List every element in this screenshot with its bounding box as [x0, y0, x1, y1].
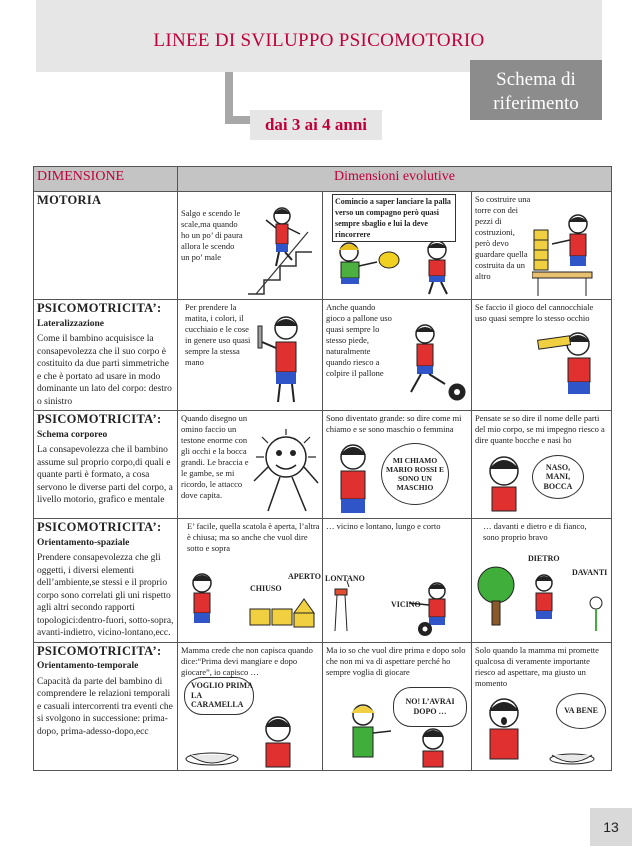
evolution-cell — [178, 300, 323, 411]
evolution-cell — [178, 192, 323, 300]
table-header-row — [34, 167, 612, 192]
cell-text: … vicino e lontano, lungo e corto — [326, 521, 441, 531]
child-drawing-illustration — [252, 427, 322, 515]
label-lontano: LONTANO — [325, 574, 365, 583]
cell-text: Mamma crede che non capisca quando dice:“Prima devi mangiare e dopo giocare”, io capisco … — [181, 644, 313, 677]
cell-text: Ma io so che vuol dire prima e dopo solo che non mi va di aspettare perché ho sempre voglia di giocare — [326, 644, 466, 677]
evolution-cell — [323, 411, 472, 519]
child-bowl-illustration — [182, 715, 322, 771]
child-face-illustration — [476, 453, 532, 517]
label-chiuso: CHIUSO — [250, 584, 282, 593]
cell-text: Quando disegno un omino faccio un testone enorme con gli occhi e la bocca grandi. Le braccia e le gambe, se mi ricordo, le attacco dove capita. — [181, 413, 249, 500]
dimension-subtitle: Orientamento-spaziale — [37, 537, 130, 548]
speech-bubble: NASO, MANI, BOCCA — [532, 455, 584, 499]
age-subtitle: dai 3 ai 4 anni — [250, 110, 382, 140]
evolution-cell — [472, 411, 612, 519]
dimension-title: PSICOMOTRICITA’: — [37, 301, 162, 315]
child-talking-illustration — [325, 441, 381, 517]
cell-text: So costruire una torre con dei pezzi di costruzioni, però devo guardare quella costruita da un altro — [475, 194, 531, 281]
dimension-description: Capacità da parte del bambino di comprendere le relazioni temporali e casuali intercorrenti tra eventi che si svolgono in successione: prima-dopo, prima-adesso-dopo,ecc — [37, 676, 173, 737]
evolution-cell — [323, 300, 472, 411]
dimension-description: Prendere consapevolezza che gli oggetti, i diversi elementi dell’ambiente,se stessi e il proprio corpo sono correlati gli uni rispetto agli altri secondo rapporti topologici:dentro-fuori, sotto-sopra, avanti-indietro, vicino-lontano,ecc. — [37, 553, 174, 638]
speech-bubble: MI CHIAMO MARIO ROSSI E SONO UN MASCHIO — [381, 443, 449, 505]
table-row — [34, 519, 612, 643]
col-evolutive: Dimensioni evolutive — [178, 167, 612, 192]
label-aperto: APERTO — [288, 572, 321, 581]
table-row — [34, 300, 612, 411]
child-telescope-illustration — [534, 326, 610, 406]
cell-text: Anche quando gioco a pallone uso quasi sempre lo stesso piede, naturalmente quando riesco a colpire il pallone — [326, 302, 392, 378]
schema-box: Schema di riferimento — [470, 60, 602, 120]
evolution-cell — [472, 300, 612, 411]
child-pencil-illustration — [250, 312, 320, 406]
child-tower-illustration — [532, 210, 610, 298]
dimension-cell — [34, 642, 178, 770]
cell-text: Se faccio il gioco del cannocchiale uso quasi sempre lo stesso occhio — [475, 302, 594, 323]
evolution-cell — [178, 411, 323, 519]
evolution-cell — [472, 519, 612, 643]
evolution-cell — [178, 519, 323, 643]
cell-text: … davanti e dietro e di fianco, sono proprio bravo — [483, 521, 587, 542]
label-vicino: VICINO — [391, 600, 421, 609]
cell-text: Comincio a saper lanciare la palla verso un compagno però quasi sempre sbaglio e lui la deve rincorrere — [332, 194, 456, 242]
evolution-cell — [178, 642, 323, 770]
speech-bubble: VA BENE — [556, 693, 606, 729]
dimension-description: La consapevolezza che il bambino assume sul proprio corpo,di quali e quante parti è formato, a cosa servono le diverse parti del corpo, a livello motorio, grafico e mentale — [37, 445, 173, 505]
dimension-cell — [34, 192, 178, 300]
dimension-title: MOTORIA — [37, 193, 102, 207]
dimension-description: Come il bambino acquisisce la consapevolezza che il suo corpo è costituito da due parti simmetriche e che è portato ad usare in modo dominante un lato del corpo: destro o sinistro — [37, 334, 172, 407]
dimension-title: PSICOMOTRICITA’: — [37, 520, 162, 534]
label-dietro: DIETRO — [528, 554, 560, 563]
cell-text: Solo quando la mamma mi promette qualcosa di veramente importante riesco ad aspettare, ma giusto un momento — [475, 644, 599, 688]
page-title: LINEE DI SVILUPPO PSICOMOTORIO — [153, 30, 485, 51]
speech-bubble: NO! L’AVRAI DOPO … — [393, 687, 467, 727]
speech-bubble: VOGLIO PRIMA LA CARAMELLA — [184, 677, 254, 715]
label-davanti: DAVANTI — [572, 568, 608, 577]
table-row — [34, 411, 612, 519]
child-kick-illustration — [395, 322, 469, 406]
children-ball-illustration — [327, 238, 467, 298]
evolution-cell — [472, 642, 612, 770]
child-stairs-illustration — [246, 202, 322, 297]
dimension-subtitle: Schema corporeo — [37, 429, 108, 440]
dimension-cell — [34, 300, 178, 411]
page-number: 13 — [590, 808, 632, 846]
dimension-cell — [34, 519, 178, 643]
cell-text: E’ facile, quella scatola è aperta, l’altra è chiusa; ma so anche che vuol dire sotto e sopra — [187, 521, 320, 553]
evolution-cell — [323, 192, 472, 300]
evolution-cell — [323, 519, 472, 643]
cell-text: Per prendere la matita, i colori, il cucchiaio e le cose in genere uso quasi sempre la stessa mano — [185, 302, 251, 367]
dimension-cell — [34, 411, 178, 519]
dimension-title: PSICOMOTRICITA’: — [37, 643, 162, 658]
table-row — [34, 192, 612, 300]
dimension-subtitle: Lateralizzazione — [37, 318, 105, 329]
table-row — [34, 642, 612, 770]
evolution-cell — [472, 192, 612, 300]
cell-text: Sono diventato grande: so dire come mi chiamo e se sono maschio o femmina — [326, 413, 462, 434]
dimension-title: PSICOMOTRICITA’: — [37, 412, 162, 426]
dimension-subtitle: Orientamento-temporale — [37, 661, 139, 671]
col-dimension: DIMENSIONE — [34, 167, 178, 192]
cell-text: Salgo e scendo le scale,ma quando ho un po’ di paura allora le scendo un po’ male — [181, 208, 243, 262]
development-table — [33, 166, 612, 771]
evolution-cell — [323, 642, 472, 770]
cell-text: Pensate se so dire il nome delle parti del mio corpo, se mi impegno riesco a dire quante bocche e nasi ho — [475, 413, 605, 445]
